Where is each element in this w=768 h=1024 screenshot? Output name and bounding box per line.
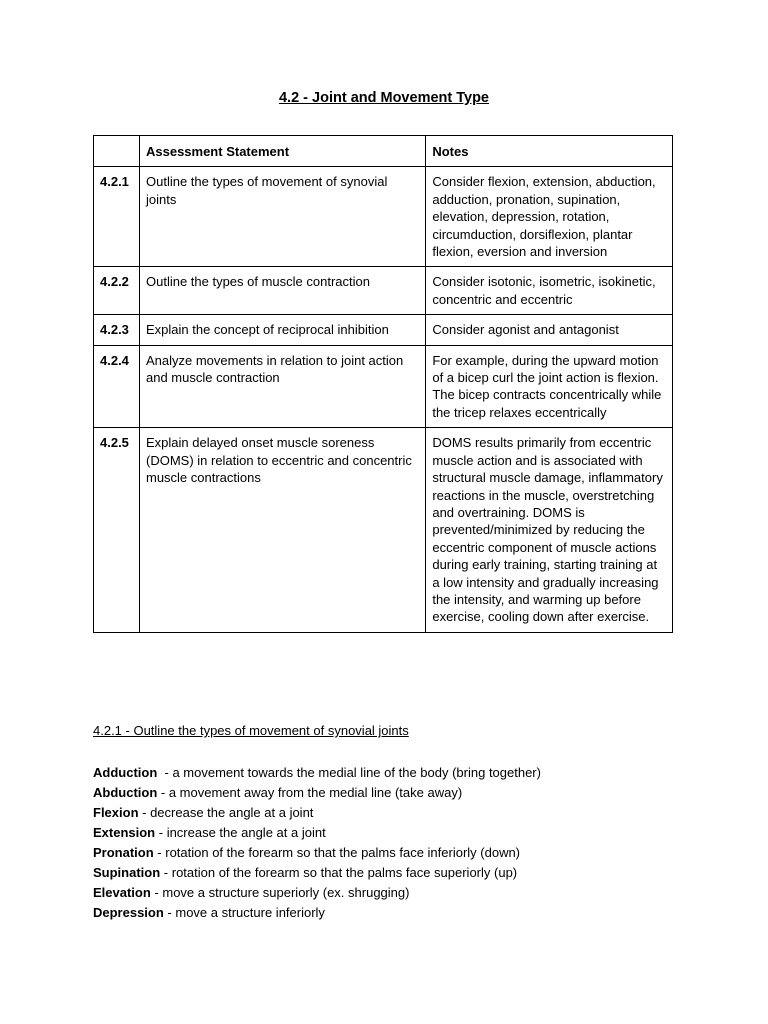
row-statement: Explain delayed onset muscle soreness (DOMS) in relation to eccentric and concentric muscle contractions [139, 428, 425, 632]
definition-term: Supination [93, 865, 161, 880]
definition-item [93, 783, 541, 803]
row-statement: Outline the types of muscle contraction [139, 267, 425, 315]
table-row [94, 167, 673, 267]
table-header-row [94, 136, 673, 167]
row-notes: Consider isotonic, isometric, isokinetic, concentric and eccentric [426, 267, 673, 315]
definition-term: Elevation [93, 885, 151, 900]
table-row [94, 315, 673, 345]
definition-text: move a structure superiorly (ex. shrugging) [162, 885, 410, 900]
definition-item [93, 803, 541, 823]
definition-separator: - [157, 785, 169, 800]
definition-term: Adduction [93, 765, 158, 780]
definition-term: Extension [93, 825, 156, 840]
definition-term: Depression [93, 905, 164, 920]
definition-list [93, 763, 541, 923]
definition-separator: - [163, 905, 176, 920]
definition-separator: - [153, 845, 166, 860]
row-statement: Explain the concept of reciprocal inhibition [139, 315, 425, 345]
definition-separator: - [155, 825, 167, 840]
row-number: 4.2.2 [94, 267, 140, 315]
definition-text: rotation of the forearm so that the palms face inferiorly (down) [165, 845, 521, 860]
definition-item [93, 903, 541, 923]
row-notes: DOMS results primarily from eccentric muscle action and is associated with structural muscle damage, inflammatory reactions in the muscle, overstretching and overtraining. DOMS is prevented/minimized by reducing the eccentric component of muscle actions during early training, starting training at a low intensity and gradually increasing the intensity, and warming up before exercise, cooling down after exercise. [426, 428, 673, 632]
definition-item [93, 763, 541, 783]
definition-separator: - [150, 885, 163, 900]
definition-text: move a structure inferiorly [175, 905, 325, 920]
definition-term: Pronation [93, 845, 154, 860]
definition-item [93, 883, 541, 903]
column-header-statement: Assessment Statement [139, 136, 425, 167]
definition-term: Abduction [93, 785, 158, 800]
row-number: 4.2.3 [94, 315, 140, 345]
column-header-number [94, 136, 140, 167]
table-row [94, 267, 673, 315]
definition-item [93, 863, 541, 883]
row-notes: For example, during the upward motion of a bicep curl the joint action is flexion. The bicep contracts concentrically while the tricep relaxes eccentrically [426, 345, 673, 428]
definition-text: a movement towards the medial line of the body (bring together) [172, 765, 541, 780]
column-header-notes: Notes [426, 136, 673, 167]
row-statement: Outline the types of movement of synovial joints [139, 167, 425, 267]
row-number: 4.2.1 [94, 167, 140, 267]
row-number: 4.2.4 [94, 345, 140, 428]
row-notes: Consider agonist and antagonist [426, 315, 673, 345]
definition-separator: - [157, 765, 173, 780]
definition-text: increase the angle at a joint [166, 825, 326, 840]
definition-separator: - [160, 865, 172, 880]
page-title: 4.2 - Joint and Movement Type [278, 90, 490, 106]
table-row [94, 428, 673, 632]
definition-term: Flexion [93, 805, 139, 820]
row-statement: Analyze movements in relation to joint action and muscle contraction [139, 345, 425, 428]
definition-item [93, 843, 541, 863]
definition-text: rotation of the forearm so that the palms face superiorly (up) [171, 865, 518, 880]
row-notes: Consider flexion, extension, abduction, adduction, pronation, supination, elevation, depression, rotation, circumduction, dorsiflexion, plantar flexion, eversion and inversion [426, 167, 673, 267]
row-number: 4.2.5 [94, 428, 140, 632]
definition-separator: - [138, 805, 151, 820]
section-heading: 4.2.1 - Outline the types of movement of synovial joints [93, 723, 409, 738]
definition-text: decrease the angle at a joint [150, 805, 314, 820]
assessment-table [93, 135, 673, 633]
table-row [94, 345, 673, 428]
definition-text: a movement away from the medial line (take away) [168, 785, 463, 800]
definition-item [93, 823, 541, 843]
